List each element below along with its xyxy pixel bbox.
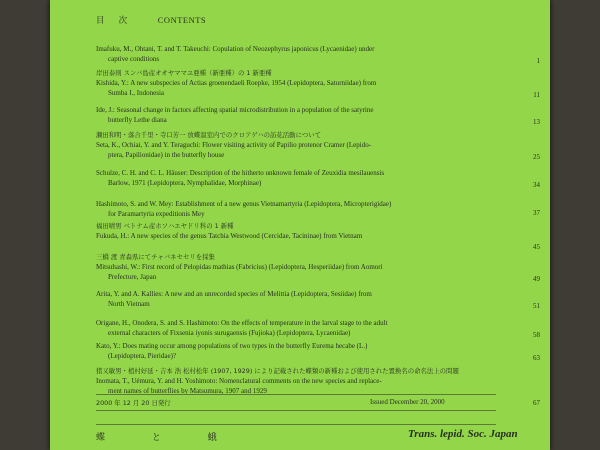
entry-line: butterfly Lethe diana bbox=[108, 116, 167, 124]
entry-title-jp: 瀬田和明・落合千里・寺口芳一 放蝶温室内でのクロアゲハの訪花活動について bbox=[96, 131, 321, 139]
entry-title-jp: 福田晴男 ベトナム産ホソハエヤドリ科の 1 新種 bbox=[96, 222, 234, 230]
footer-rule-top bbox=[96, 394, 496, 395]
entry-page-number: 51 bbox=[533, 302, 540, 310]
entry-line: (Lepidoptera, Pieridae)? bbox=[108, 352, 177, 360]
contents-title-jp: 目 次 bbox=[96, 15, 134, 25]
entry-line: Ide, J.: Seasonal change in factors affecting spatial microdistribution in a population of the satyrine bbox=[96, 106, 374, 114]
issue-date-en: Issued December 20, 2000 bbox=[370, 398, 445, 406]
contents-entry bbox=[96, 318, 474, 338]
entry-line: Sumba I., Indonesia bbox=[108, 89, 164, 97]
entry-page-number: 34 bbox=[533, 181, 540, 189]
entry-page-number: 13 bbox=[533, 118, 540, 126]
entry-page-number: 37 bbox=[533, 209, 540, 217]
footer-rule-bottom bbox=[96, 424, 496, 425]
entry-line: Seta, K., Ochiai, Y. and Y. Teraguchi: Flower visiting activity of Papilio protenor Cramer (Lepido- bbox=[96, 141, 372, 149]
entry-line: Inomata, T., Uémura, Y. and H. Yoshimoto: Nomenclatural comments on the new species and replace- bbox=[96, 377, 382, 385]
entry-line: Schulze, C. H. and C. L. Häuser: Description of the hitherto unknown female of Zeuxidia mesilauensis bbox=[96, 169, 385, 177]
entry-page-number: 67 bbox=[533, 399, 540, 407]
entry-line: external characters of Fixsenia iyonis surugaensis (Fujioka) (Lepidoptera, Lycaenidae) bbox=[108, 329, 351, 337]
entry-line: for Paramartyria expeditionis Mey bbox=[108, 210, 205, 218]
contents-entry bbox=[96, 289, 474, 309]
contents-entry bbox=[96, 44, 474, 64]
entry-title-jp: 三橋 渡 青森県にてチャバネセセリを採集 bbox=[96, 253, 215, 261]
journal-back-cover bbox=[50, 0, 550, 450]
entry-line: Kishida, Y.: A new subspecies of Actias groenendaeli Roepke, 1954 (Lepidoptera, Saturniidae) from bbox=[96, 79, 377, 87]
contents-entry bbox=[96, 130, 474, 160]
entry-page-number: 25 bbox=[533, 153, 540, 161]
entry-line: Prefecture, Japan bbox=[108, 273, 157, 281]
entry-line: Mitsuhashi, W.: First record of Pelopidas mathias (Fabricius) (Lepidoptera, Hesperiidae) from Aomori bbox=[96, 263, 383, 271]
entry-page-number: 45 bbox=[533, 243, 540, 251]
journal-name-en: Trans. lepid. Soc. Japan bbox=[408, 428, 518, 440]
entry-page-number: 11 bbox=[533, 91, 540, 99]
entry-page-number: 1 bbox=[536, 57, 540, 65]
entry-page-number: 63 bbox=[533, 354, 540, 362]
entry-line: ptera, Papilionidae) in the butterfly house bbox=[108, 151, 225, 159]
contents-entry bbox=[96, 168, 474, 188]
entry-title-jp: 猪又敏男・植村好延・吉本 浩 松村松年 (1907, 1929) により記載された蝶類の新種および使用された置換名の命名法上の問題 bbox=[96, 367, 459, 375]
issue-date-jp: 2000 年 12 月 20 日発行 bbox=[96, 399, 171, 407]
entry-line: North Vietnam bbox=[108, 300, 150, 308]
journal-name-jp: 蝶 と 蛾 bbox=[96, 433, 239, 443]
entry-page-number: 49 bbox=[533, 275, 540, 283]
entry-page-number: 58 bbox=[533, 331, 540, 339]
contents-entry bbox=[96, 68, 474, 98]
entry-line: Fukuda, H.: A new species of the genus Tatchia Westwood (Cercidae, Tacininae) from Vietnam bbox=[96, 232, 363, 240]
entry-line: Imafuku, M., Ohtani, T. and T. Takeuchi: Copulation of Neozephyrus japonicus (Lycaenidae) under bbox=[96, 45, 375, 53]
entry-line: Origane, H., Onodera, S. and S. Hashimoto: On the effects of temperature in the larval stage to the adult bbox=[96, 319, 388, 327]
entry-title-jp: 岸田泰則 スンバ島産オオヤママユ亜種（新亜種）の 1 新亜種 bbox=[96, 69, 272, 77]
contents-title-en: CONTENTS bbox=[157, 15, 207, 25]
contents-entry bbox=[96, 105, 474, 125]
contents-entry bbox=[96, 199, 474, 219]
contents-entry bbox=[96, 221, 474, 241]
entry-line: Barlow, 1971 (Lepidoptera, Nymphalidae, Morphinae) bbox=[108, 179, 262, 187]
footer-rule-mid bbox=[96, 410, 496, 411]
contents-header bbox=[96, 14, 206, 26]
contents-entry bbox=[96, 252, 474, 282]
entry-line: Hashimoto, S. and W. Mey: Establishment of a new genus Vietnamartyria (Lepidoptera, Micropterigidae) bbox=[96, 200, 392, 208]
entry-line: ment names of butterflies by Matsumura, 1907 and 1929 bbox=[108, 387, 267, 395]
contents-entry bbox=[96, 341, 474, 361]
entry-line: Arita, Y. and A. Kallies: A new and an unrecorded species of Melittia (Lepidoptera, Sesiidae) from bbox=[96, 290, 372, 298]
entry-line: captive conditions bbox=[108, 55, 160, 63]
contents-entry bbox=[96, 366, 474, 396]
entry-line: Kato, Y.: Does mating occur among populations of two types in the butterfly Eurema hecabe (L.) bbox=[96, 342, 368, 350]
